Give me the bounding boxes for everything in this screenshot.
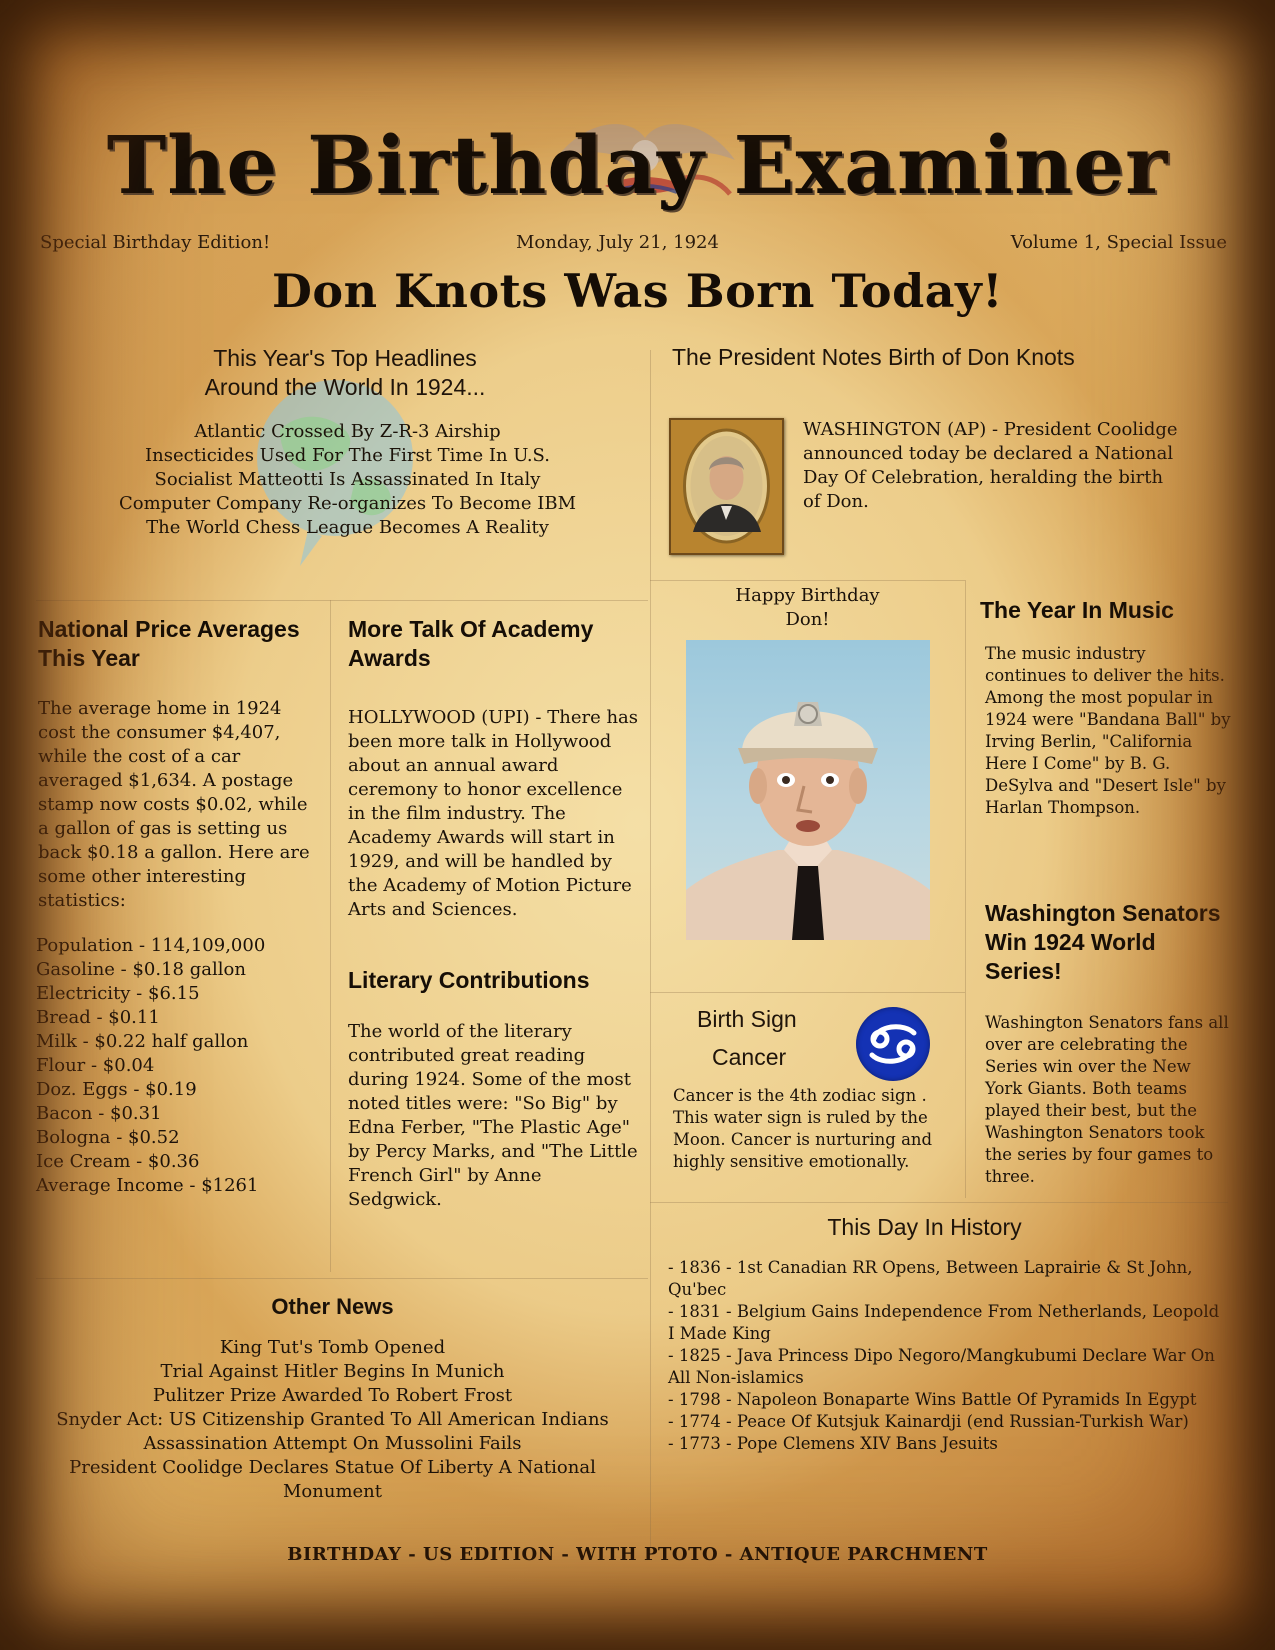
divider — [650, 580, 965, 581]
list-item: King Tut's Tomb Opened — [219, 1337, 446, 1358]
divider — [330, 600, 331, 1272]
birthday-photo — [686, 640, 930, 940]
list-item: - 1773 - Pope Clemens XIV Bans Jesuits — [668, 1434, 998, 1453]
divider — [650, 1202, 1228, 1203]
list-item: Pulitzer Prize Awarded To Robert Frost — [152, 1385, 513, 1406]
president-article: WASHINGTON (AP) - President Coolidge announced today be declared a National Day Of Celebration, heralding the birth of Don. — [803, 419, 1178, 512]
list-item: Assassination Attempt On Mussolini Fails — [143, 1433, 522, 1454]
masthead-title: The Birthday Examiner — [106, 118, 1169, 212]
list-item: - 1836 - 1st Canadian RR Opens, Between Laprairie & St John, Qu'bec — [668, 1258, 1193, 1299]
list-item: Computer Company Re-organizes To Become IBM — [118, 493, 577, 514]
list-item: - 1798 - Napoleon Bonaparte Wins Battle Of Pyramids In Egypt — [668, 1390, 1197, 1409]
divider — [36, 600, 648, 601]
list-item: - 1774 - Peace Of Kutsjuk Kainardji (end Russian-Turkish War) — [668, 1412, 1189, 1431]
main-headline: Don Knots Was Born Today! — [272, 264, 1003, 318]
divider — [965, 580, 966, 1198]
president-portrait — [669, 418, 784, 555]
divider — [650, 992, 965, 993]
list-item: Socialist Matteotti Is Assassinated In Italy — [154, 469, 541, 490]
price-stats-list — [36, 934, 316, 1198]
prices-article: The average home in 1924 cost the consumer $4,407, while the cost of a car averaged $1,634. A postage stamp now costs $0.02, while a gallon of gas is setting us back $0.18 a gallon. Here are some other interesting statistics: — [38, 698, 310, 911]
birth-sign-value: Cancer — [712, 1044, 787, 1070]
president-title: The President Notes Birth of Don Knots — [672, 344, 1075, 370]
top-headlines-title — [150, 344, 540, 402]
list-item: - 1831 - Belgium Gains Independence From Netherlands, Leopold I Made King — [668, 1302, 1220, 1343]
literary-heading: Literary Contributions — [348, 967, 590, 993]
top-headlines-title-line2: Around the World In 1924... — [204, 374, 486, 400]
list-item: Bologna - $0.52 — [36, 1127, 180, 1148]
caption-line: Don! — [785, 609, 830, 630]
list-item: Electricity - $6.15 — [36, 983, 200, 1004]
birth-sign-label: Birth Sign — [697, 1006, 797, 1032]
baseball-heading: Washington Senators Win 1924 World Series! — [985, 900, 1221, 984]
academy-article: HOLLYWOOD (UPI) - There has been more talk in Hollywood about an annual award ceremony to honor excellence in the film industry. The Academy Awards will start in 1929, and will be handled by the Academy of Motion Picture Arts and Sciences. — [348, 707, 639, 920]
list-item: Flour - $0.04 — [36, 1055, 155, 1076]
academy-heading: More Talk Of Academy Awards — [348, 616, 594, 671]
literary-article: The world of the literary contributed great reading during 1924. Some of the most noted titles were: "So Big" by Edna Ferber, "The Plastic Age" by Percy Marks, and "The Little French Girl" by Anne Sedgwick. — [348, 1021, 638, 1210]
top-headlines-title-line1: This Year's Top Headlines — [213, 345, 477, 371]
history-title: This Day In History — [827, 1214, 1022, 1240]
divider — [36, 1278, 648, 1279]
divider — [650, 350, 651, 1556]
top-headlines-list — [70, 420, 625, 540]
volume-label: Volume 1, Special Issue — [1010, 232, 1227, 253]
list-item: Ice Cream - $0.36 — [36, 1151, 200, 1172]
cancer-zodiac-icon — [856, 1007, 930, 1081]
list-item: Bread - $0.11 — [36, 1007, 160, 1028]
music-article: The music industry continues to deliver the hits. Among the most popular in 1924 were "Bandana Ball" by Irving Berlin, "California Here I Come" by B. G. DeSylva and "Desert Isle" by Harlan Thompson. — [985, 644, 1231, 817]
list-item: Trial Against Hitler Begins In Munich — [160, 1361, 505, 1382]
edition-label: Special Birthday Edition! — [40, 232, 271, 253]
footer-label: BIRTHDAY - US EDITION - WITH PTOTO - ANTIQUE PARCHMENT — [287, 1544, 988, 1565]
other-news-list — [40, 1336, 625, 1504]
birthday-photo-caption — [700, 584, 915, 632]
baseball-article: Washington Senators fans all over are celebrating the Series win over the New York Giants. Both teams played their best, but the Washington Senators took the series by four games to three. — [985, 1013, 1229, 1186]
list-item: Snyder Act: US Citizenship Granted To All American Indians — [56, 1409, 609, 1430]
history-list — [668, 1257, 1228, 1455]
list-item: Bacon - $0.31 — [36, 1103, 162, 1124]
list-item: Average Income - $1261 — [36, 1175, 259, 1196]
birth-sign-description: Cancer is the 4th zodiac sign . This water sign is ruled by the Moon. Cancer is nurturing and highly sensitive emotionally. — [673, 1086, 933, 1171]
list-item: President Coolidge Declares Statue Of Liberty A National Monument — [69, 1457, 596, 1502]
prices-heading: National Price Averages This Year — [38, 616, 300, 671]
other-news-title: Other News — [271, 1294, 394, 1319]
music-heading: The Year In Music — [980, 597, 1174, 623]
list-item: Doz. Eggs - $0.19 — [36, 1079, 197, 1100]
list-item: Population - 114,109,000 — [36, 935, 266, 956]
list-item: The World Chess League Becomes A Reality — [146, 517, 549, 538]
list-item: Insecticides Used For The First Time In U.S. — [145, 445, 550, 466]
birthday-portrait-image — [686, 640, 930, 940]
issue-date: Monday, July 21, 1924 — [516, 232, 719, 253]
president-portrait-image — [671, 420, 782, 553]
list-item: Gasoline - $0.18 gallon — [36, 959, 246, 980]
list-item: - 1825 - Java Princess Dipo Negoro/Mangkubumi Declare War On All Non-islamics — [668, 1346, 1215, 1387]
list-item: Atlantic Crossed By Z-R-3 Airship — [194, 421, 501, 442]
caption-line: Happy Birthday — [735, 585, 880, 606]
list-item: Milk - $0.22 half gallon — [36, 1031, 249, 1052]
